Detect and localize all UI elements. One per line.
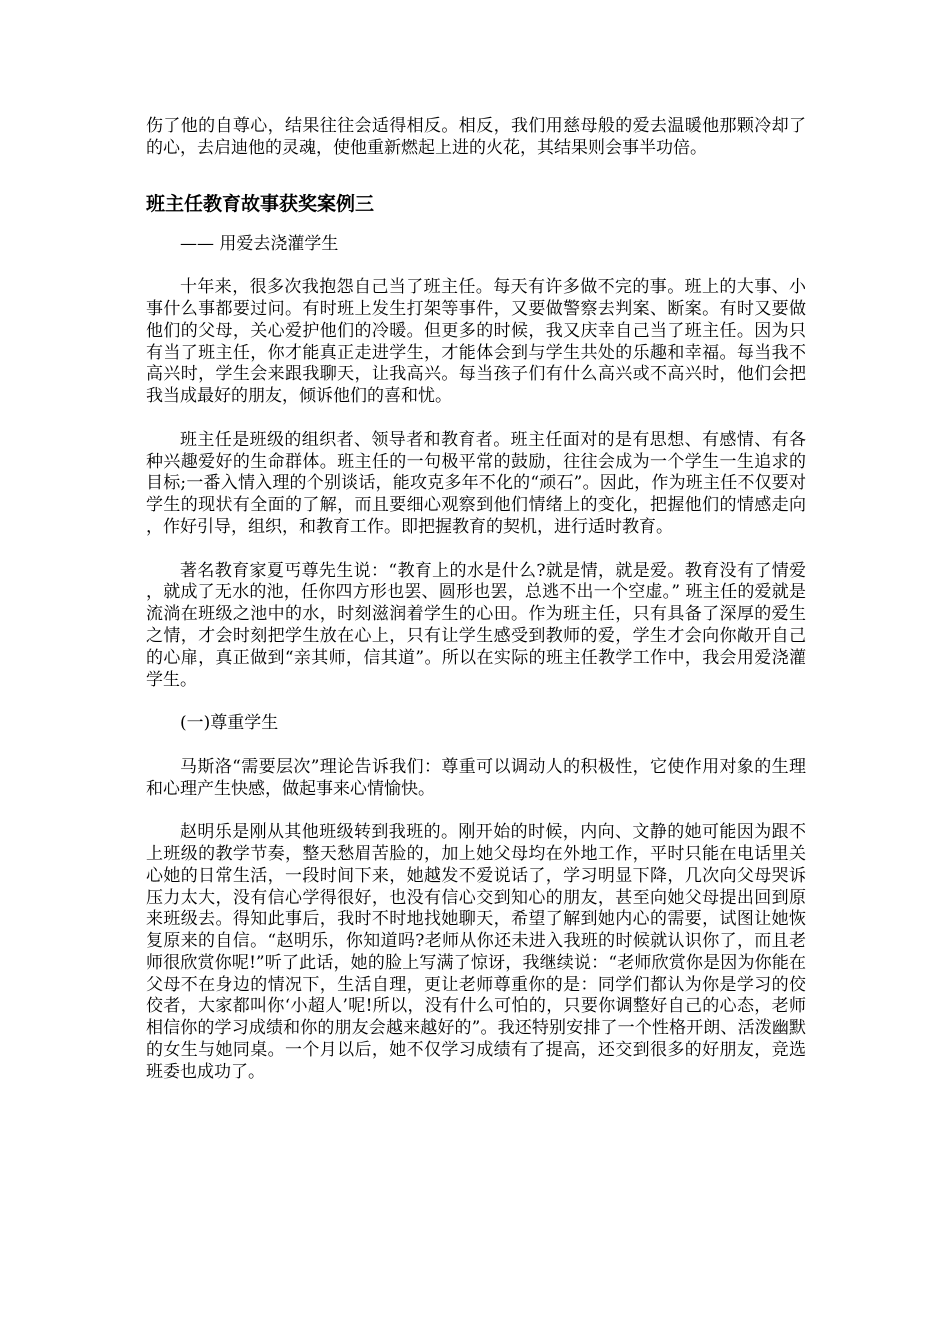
paragraph-1: 十年来，很多次我抱怨自己当了班主任。每天有许多做不完的事。班上的大事、小事什么事都要过问。有时班上发生打架等事件，又要做警察去判案、断案。有时又要做他们的父母，关心爱护他们的冷暖。但更多的时候，我又庆幸自己当了班主任。因为只有当了班主任，你才能真正走进学生，才能体会到与学生共处的乐趣和幸福。每当我不高兴时，学生会来跟我聊天，让我高兴。每当孩子们有什么高兴或不高兴时，他们会把我当成最好的朋友，倾诉他们的喜和忧。 bbox=[146, 277, 806, 407]
document-body bbox=[146, 116, 806, 1084]
subtitle: —— 用爱去浇灌学生 bbox=[180, 233, 339, 254]
section-title: 班主任教育故事获奖案例三 bbox=[146, 192, 375, 215]
paragraph-2: 班主任是班级的组织者、领导者和教育者。班主任面对的是有思想、有感情、有各种兴趣爱好的生命群体。班主任的一句极平常的鼓励，往往会成为一个学生一生追求的目标;一番入情入理的个别谈话，能攻克多年不化的“顽石”。因此，作为班主任不仅要对学生的现状有全面的了解，而且要细心观察到他们情绪上的变化，把握他们的情感走向，作好引导，组织，和教育工作。即把握教育的契机，进行适时教育。 bbox=[146, 429, 806, 537]
intro-paragraph: 伤了他的自尊心，结果往往会适得相反。相反，我们用慈母般的爱去温暖他那颗冷却了的心，去启迪他的灵魂，使他重新燃起上进的火花，其结果则会事半功倍。 bbox=[146, 116, 806, 158]
subsection-heading: (一)尊重学生 bbox=[180, 713, 279, 734]
paragraph-4: 马斯洛“需要层次”理论告诉我们：尊重可以调动人的积极性，它使作用对象的生理和心理产生快感，做起事来心情愉快。 bbox=[146, 756, 806, 799]
paragraph-5: 赵明乐是刚从其他班级转到我班的。刚开始的时候，内向、文静的她可能因为跟不上班级的教学节奏，整天愁眉苦脸的，加上她父母均在外地工作，平时只能在电话里关心她的日常生活，一段时间下来，她越发不爱说话了，学习明显下降，几次向父母哭诉压力太大，没有信心学得很好，也没有信心交到知心的朋友，甚至向她父母提出回到原来班级去。得知此事后，我时不时地找她聊天，希望了解到她内心的需要，试图让她恢复原来的自信。“赵明乐，你知道吗?老师从你还未进入我班的时候就认识你了，而且老师很欣赏你呢!”听了此话，她的脸上写满了惊讶，我继续说：“老师欣赏你是因为你能在父母不在身边的情况下，生活自理，更让老师尊重你的是：同学们都认为你是学习的佼佼者，大家都叫你‘小超人’呢!所以，没有什么可怕的，只要你调整好自己的心态，老师相信你的学习成绩和你的朋友会越来越好的”。我还特别安排了一个性格开朗、活泼幽默的女生与她同桌。一个月以后，她不仅学习成绩有了提高，还交到很多的好朋友，竞选班委也成功了。 bbox=[146, 822, 806, 1082]
paragraph-3: 著名教育家夏丐尊先生说：“教育上的水是什么?就是情，就是爱。教育没有了情爱，就成了无水的池，任你四方形也罢、圆形也罢，总逃不出一个空虚。” 班主任的爱就是流淌在班级之池中的水，时刻滋润着学生的心田。作为班主任，只有具备了深厚的爱生之情，才会时刻把学生放在心上，只有让学生感受到教师的爱，学生才会向你敞开自己的心扉，真正做到“亲其师，信其道”。所以在实际的班主任教学工作中，我会用爱浇灌学生。 bbox=[146, 560, 806, 690]
